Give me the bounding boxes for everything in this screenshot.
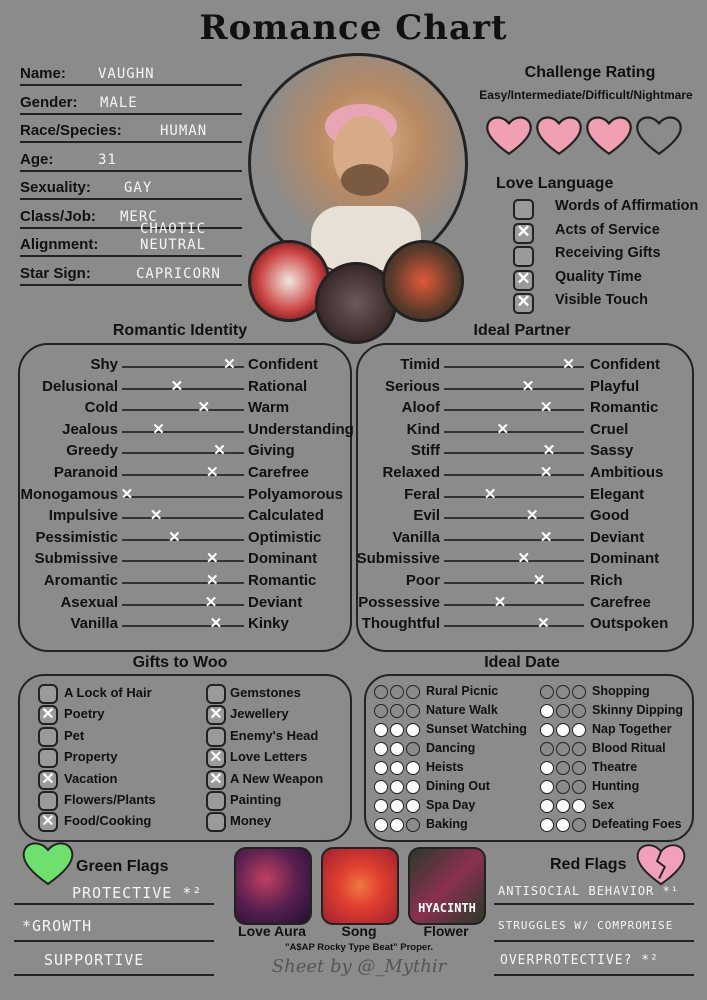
love-language-label: Words of Affirmation bbox=[555, 198, 699, 214]
date-rating-dot[interactable] bbox=[390, 742, 404, 756]
check-mark: ✕ bbox=[516, 292, 531, 311]
date-rating-dot[interactable] bbox=[556, 685, 570, 699]
slider-left-label: Timid bbox=[400, 356, 440, 373]
date-rating-dot[interactable] bbox=[374, 799, 388, 813]
gift-label: Flowers/Plants bbox=[64, 792, 156, 807]
beard bbox=[341, 164, 389, 196]
gift-checkbox[interactable] bbox=[38, 705, 58, 725]
slider-track[interactable] bbox=[122, 517, 244, 519]
date-rating-dot[interactable] bbox=[540, 780, 554, 794]
slider-right-label: Good bbox=[590, 507, 630, 525]
slider-mark[interactable]: ✕ bbox=[542, 442, 556, 460]
date-label: Sex bbox=[592, 798, 615, 812]
red-flag-line-2 bbox=[494, 940, 694, 942]
slider-right-label: Warm bbox=[248, 399, 290, 417]
slider-right-label: Deviant bbox=[590, 528, 645, 546]
slider-right-label: Carefree bbox=[590, 593, 651, 611]
love-language-checkbox[interactable] bbox=[513, 223, 534, 244]
song-label: Song bbox=[341, 923, 377, 939]
date-rating-dot[interactable] bbox=[572, 818, 586, 832]
slider-right-label: Polyamorous bbox=[248, 485, 344, 503]
slider-left-label: Thoughtful bbox=[361, 615, 440, 633]
date-rating-dot[interactable] bbox=[390, 685, 404, 699]
gift-label: Property bbox=[64, 749, 118, 765]
check-mark: ✕ bbox=[41, 813, 55, 831]
slider-right-label: Romantic bbox=[590, 399, 659, 417]
slider-right-label: Dominant bbox=[590, 550, 660, 568]
info-label: Star Sign: bbox=[20, 264, 91, 282]
slider-right-label: Understanding bbox=[248, 420, 354, 438]
date-rating-dot[interactable] bbox=[572, 704, 586, 718]
slider-mark[interactable]: ✕ bbox=[537, 615, 550, 633]
slider-mark[interactable]: ✕ bbox=[149, 507, 163, 525]
date-rating-dot[interactable] bbox=[540, 818, 554, 832]
slider-right-label: Elegant bbox=[590, 485, 645, 503]
info-value[interactable]: MALE bbox=[100, 94, 138, 111]
slider-left-label: Possessive bbox=[358, 593, 440, 611]
green-flag-1: PROTECTIVE *² bbox=[72, 884, 203, 902]
gifts-title: Gifts to Woo bbox=[132, 654, 228, 671]
date-rating-dot[interactable] bbox=[390, 704, 404, 718]
check-mark: ✕ bbox=[516, 268, 531, 288]
love-language-title: Love Language bbox=[496, 175, 614, 192]
slider-mark[interactable]: ✕ bbox=[517, 550, 531, 568]
date-rating-dot[interactable] bbox=[540, 742, 554, 756]
challenge-heart-icon bbox=[534, 112, 584, 158]
date-rating-dot[interactable] bbox=[406, 799, 420, 813]
date-rating-dot[interactable] bbox=[390, 723, 404, 737]
slider-right-label: Confident bbox=[590, 356, 660, 373]
date-rating-dot[interactable] bbox=[540, 799, 554, 813]
date-rating-dot[interactable] bbox=[556, 780, 570, 794]
slider-left-label: Relaxed bbox=[382, 464, 440, 481]
slider-left-label: Impulsive bbox=[48, 507, 118, 525]
ideal-date-title: Ideal Date bbox=[484, 654, 560, 671]
slider-mark[interactable]: ✕ bbox=[532, 572, 546, 589]
date-label: Nap Together bbox=[592, 722, 672, 736]
gift-label: Pet bbox=[64, 727, 85, 743]
info-row bbox=[20, 89, 242, 115]
date-label: Defeating Foes bbox=[592, 817, 682, 831]
slider-mark[interactable]: ✕ bbox=[213, 442, 226, 460]
slider-left-label: Submissive bbox=[356, 550, 440, 568]
date-label: Blood Ritual bbox=[592, 741, 666, 755]
date-rating-dot[interactable] bbox=[406, 685, 420, 699]
date-rating-dot[interactable] bbox=[540, 761, 554, 775]
slider-mark[interactable]: ✕ bbox=[539, 399, 553, 417]
slider-left-label: Submissive bbox=[34, 550, 118, 568]
slider-right-label: Ambitious bbox=[590, 464, 664, 481]
slider-left-label: Vanilla bbox=[392, 528, 440, 546]
date-rating-dot[interactable] bbox=[406, 780, 420, 794]
date-rating-dot[interactable] bbox=[406, 704, 420, 718]
date-rating-dot[interactable] bbox=[406, 818, 420, 832]
slider-track[interactable] bbox=[444, 388, 584, 390]
red-flag-line-3 bbox=[494, 974, 694, 976]
slider-track[interactable] bbox=[122, 474, 244, 476]
date-rating-dot[interactable] bbox=[374, 818, 388, 832]
date-label: Baking bbox=[426, 817, 468, 831]
info-label: Gender: bbox=[20, 93, 78, 111]
gift-checkbox[interactable] bbox=[38, 770, 58, 790]
info-row bbox=[20, 174, 242, 200]
gift-checkbox[interactable] bbox=[38, 748, 58, 768]
love-language-checkbox[interactable] bbox=[513, 293, 534, 314]
slider-left-label: Monogamous bbox=[20, 485, 118, 503]
red-flag-3: OVERPROTECTIVE? *² bbox=[500, 953, 659, 968]
green-heart-icon bbox=[20, 838, 76, 888]
date-rating-dot[interactable] bbox=[556, 704, 570, 718]
gift-checkbox[interactable] bbox=[206, 748, 226, 768]
date-rating-dot[interactable] bbox=[374, 704, 388, 718]
slider-left-label: Stiff bbox=[410, 442, 440, 460]
info-label: Race/Species: bbox=[20, 122, 122, 139]
slider-mark[interactable]: ✕ bbox=[168, 528, 181, 546]
info-label: Sexuality: bbox=[20, 179, 91, 196]
gift-label: A Lock of Hair bbox=[64, 685, 152, 700]
song-caption: "A$AP Rocky Type Beat" Proper. bbox=[284, 942, 434, 953]
green-flag-line-2 bbox=[14, 940, 214, 942]
gift-checkbox[interactable] bbox=[206, 770, 226, 790]
slider-left-label: Evil bbox=[413, 507, 440, 525]
date-rating-dot[interactable] bbox=[556, 723, 570, 737]
date-rating-dot[interactable] bbox=[572, 685, 586, 699]
date-rating-dot[interactable] bbox=[406, 742, 420, 756]
date-label: Skinny Dipping bbox=[592, 703, 683, 717]
challenge-rating-scale: Easy/Intermediate/Difficult/Nightmare bbox=[479, 88, 693, 102]
slider-left-label: Paranoid bbox=[53, 464, 118, 481]
love-language-checkbox[interactable] bbox=[513, 270, 534, 291]
check-mark: ✕ bbox=[41, 770, 55, 788]
slider-mark[interactable]: ✕ bbox=[152, 420, 165, 438]
info-label: Age: bbox=[20, 150, 54, 168]
gift-checkbox[interactable] bbox=[206, 727, 226, 747]
portrait-drawing bbox=[251, 56, 465, 270]
gift-checkbox[interactable] bbox=[38, 727, 58, 747]
slider-right-label: Rational bbox=[248, 377, 308, 395]
slider-left-label: Aloof bbox=[401, 399, 440, 417]
date-rating-dot[interactable] bbox=[374, 723, 388, 737]
check-mark: ✕ bbox=[41, 706, 55, 724]
slider-mark[interactable]: ✕ bbox=[197, 399, 211, 417]
slider-mark[interactable]: ✕ bbox=[205, 464, 219, 481]
date-rating-dot[interactable] bbox=[390, 780, 404, 794]
slider-right-label: Confident bbox=[248, 356, 318, 373]
love-language-checkbox[interactable] bbox=[513, 246, 534, 267]
romantic-identity-title: Romantic Identity bbox=[112, 322, 248, 339]
info-value[interactable]: 31 bbox=[98, 151, 117, 168]
red-flag-1: ANTISOCIAL BEHAVIOR *¹ bbox=[498, 884, 679, 898]
date-label: Shopping bbox=[592, 684, 650, 698]
gift-label: A New Weapon bbox=[230, 770, 324, 786]
slider-left-label: Greedy bbox=[66, 442, 118, 460]
challenge-heart-icon bbox=[484, 112, 534, 158]
flower-name: HYACINTH bbox=[418, 901, 476, 915]
gift-label: Enemy's Head bbox=[230, 727, 319, 743]
slider-track[interactable] bbox=[122, 539, 244, 541]
love-aura-image bbox=[234, 847, 312, 925]
song-image bbox=[321, 847, 399, 925]
slider-right-label: Kinky bbox=[248, 615, 289, 633]
slider-mark[interactable]: ✕ bbox=[521, 377, 535, 395]
slider-left-label: Poor bbox=[405, 572, 440, 589]
slider-track[interactable] bbox=[444, 604, 584, 606]
date-label: Nature Walk bbox=[426, 703, 498, 717]
slider-right-label: Sassy bbox=[590, 442, 634, 460]
slider-right-label: Playful bbox=[590, 377, 640, 395]
gift-label: Painting bbox=[230, 792, 282, 807]
red-flag-2: STRUGGLES W/ COMPROMISE bbox=[498, 919, 674, 932]
slider-track[interactable] bbox=[444, 474, 584, 476]
aesthetic-image-food bbox=[382, 240, 464, 322]
slider-right-label: Outspoken bbox=[590, 615, 669, 633]
date-label: Heists bbox=[426, 760, 464, 774]
slider-track[interactable] bbox=[444, 431, 584, 433]
info-value[interactable]: HUMAN bbox=[160, 123, 208, 139]
date-rating-dot[interactable] bbox=[556, 761, 570, 775]
love-language-label: Receiving Gifts bbox=[555, 245, 661, 261]
slider-right-label: Optimistic bbox=[248, 528, 322, 546]
slider-track[interactable] bbox=[444, 539, 584, 541]
date-rating-dot[interactable] bbox=[556, 799, 570, 813]
slider-right-label: Romantic bbox=[248, 572, 317, 589]
slider-track[interactable] bbox=[444, 452, 584, 454]
red-flag-line-1 bbox=[494, 903, 694, 905]
check-mark: ✕ bbox=[209, 770, 223, 788]
date-rating-dot[interactable] bbox=[572, 799, 586, 813]
gift-label: Vacation bbox=[64, 770, 118, 786]
challenge-heart-icon bbox=[584, 112, 634, 158]
gift-label: Gemstones bbox=[230, 685, 301, 700]
green-flags-title: Green Flags bbox=[76, 858, 169, 875]
slider-track[interactable] bbox=[122, 582, 244, 584]
slider-track[interactable] bbox=[444, 409, 584, 411]
green-flag-line-3 bbox=[14, 974, 214, 976]
info-label: Class/Job: bbox=[20, 207, 96, 225]
slider-mark[interactable]: ✕ bbox=[205, 572, 219, 589]
info-row bbox=[20, 117, 242, 143]
gift-checkbox[interactable] bbox=[38, 791, 58, 811]
love-language-label: Quality Time bbox=[555, 268, 642, 285]
slider-left-label: Delusional bbox=[42, 377, 118, 395]
love-language-label: Visible Touch bbox=[555, 292, 648, 308]
info-row bbox=[20, 260, 242, 286]
gift-checkbox[interactable] bbox=[206, 684, 226, 704]
gift-checkbox[interactable] bbox=[38, 684, 58, 704]
green-flag-2: *GROWTH bbox=[22, 917, 93, 935]
gift-label: Food/Cooking bbox=[64, 813, 152, 829]
red-flags-title: Red Flags bbox=[550, 856, 627, 873]
slider-left-label: Serious bbox=[384, 377, 440, 395]
date-label: Dancing bbox=[426, 741, 476, 755]
green-flag-line-1 bbox=[14, 903, 214, 905]
slider-mark[interactable]: ✕ bbox=[209, 615, 223, 633]
date-rating-dot[interactable] bbox=[390, 761, 404, 775]
challenge-heart-icon bbox=[634, 112, 684, 158]
date-rating-dot[interactable] bbox=[572, 761, 586, 775]
slider-mark[interactable]: ✕ bbox=[562, 356, 575, 373]
slider-mark[interactable]: ✕ bbox=[483, 485, 497, 503]
date-label: Sunset Watching bbox=[426, 722, 527, 736]
gift-checkbox[interactable] bbox=[38, 812, 58, 832]
slider-track[interactable] bbox=[444, 560, 584, 562]
slider-track[interactable] bbox=[122, 409, 244, 411]
slider-mark[interactable]: ✕ bbox=[223, 356, 236, 373]
slider-mark[interactable]: ✕ bbox=[496, 420, 510, 438]
gift-checkbox[interactable] bbox=[206, 812, 226, 832]
date-rating-dot[interactable] bbox=[572, 742, 586, 756]
challenge-rating-title: Challenge Rating bbox=[524, 64, 656, 81]
date-rating-dot[interactable] bbox=[406, 761, 420, 775]
gift-checkbox[interactable] bbox=[206, 705, 226, 725]
slider-left-label: Aromantic bbox=[43, 572, 118, 589]
gift-label: Jewellery bbox=[230, 706, 289, 722]
info-value[interactable]: CAPRICORN bbox=[136, 265, 221, 282]
gift-checkbox[interactable] bbox=[206, 791, 226, 811]
slider-track[interactable] bbox=[122, 431, 244, 433]
slider-right-label: Rich bbox=[590, 572, 623, 589]
slider-track[interactable] bbox=[444, 517, 584, 519]
date-rating-dot[interactable] bbox=[390, 799, 404, 813]
slider-right-label: Deviant bbox=[248, 593, 303, 611]
date-rating-dot[interactable] bbox=[374, 685, 388, 699]
slider-mark[interactable]: ✕ bbox=[493, 593, 507, 611]
love-language-checkbox[interactable] bbox=[513, 199, 534, 220]
love-language-label: Acts of Service bbox=[555, 221, 660, 238]
slider-track[interactable] bbox=[444, 582, 584, 584]
slider-left-label: Pessimistic bbox=[35, 528, 118, 546]
broken-heart-icon bbox=[634, 840, 688, 888]
check-mark: ✕ bbox=[209, 706, 223, 724]
info-value[interactable]: VAUGHN bbox=[98, 66, 155, 82]
date-rating-dot[interactable] bbox=[572, 780, 586, 794]
info-row bbox=[20, 146, 242, 172]
info-label: Alignment: bbox=[20, 236, 99, 253]
ideal-partner-title: Ideal Partner bbox=[473, 322, 571, 339]
page-title: Romance Chart bbox=[199, 8, 508, 48]
info-row bbox=[20, 221, 242, 257]
date-rating-dot[interactable] bbox=[556, 818, 570, 832]
info-value[interactable]: CHAOTIC NEUTRAL bbox=[140, 221, 207, 253]
info-label: Name: bbox=[20, 65, 66, 82]
slider-left-label: Shy bbox=[90, 356, 118, 373]
slider-track[interactable] bbox=[122, 625, 244, 627]
date-rating-dot[interactable] bbox=[374, 742, 388, 756]
slider-right-label: Cruel bbox=[590, 420, 629, 438]
date-rating-dot[interactable] bbox=[374, 761, 388, 775]
gift-label: Money bbox=[230, 813, 272, 829]
slider-left-label: Jealous bbox=[62, 420, 118, 438]
date-rating-dot[interactable] bbox=[540, 723, 554, 737]
date-label: Spa Day bbox=[426, 798, 476, 812]
slider-left-label: Vanilla bbox=[70, 615, 118, 633]
date-rating-dot[interactable] bbox=[572, 723, 586, 737]
slider-left-label: Asexual bbox=[60, 593, 118, 611]
slider-mark[interactable]: ✕ bbox=[539, 528, 553, 546]
info-value[interactable]: MERC bbox=[120, 208, 158, 225]
date-label: Rural Picnic bbox=[426, 684, 499, 698]
date-rating-dot[interactable] bbox=[406, 723, 420, 737]
slider-mark[interactable]: ✕ bbox=[170, 377, 184, 395]
date-rating-dot[interactable] bbox=[556, 742, 570, 756]
date-rating-dot[interactable] bbox=[374, 780, 388, 794]
slider-left-label: Feral bbox=[404, 485, 440, 503]
love-aura-label: Love Aura bbox=[238, 923, 306, 939]
slider-right-label: Carefree bbox=[248, 464, 309, 481]
slider-track[interactable] bbox=[444, 625, 584, 627]
slider-left-label: Kind bbox=[406, 420, 440, 438]
green-flag-3: SUPPORTIVE bbox=[44, 951, 145, 969]
check-mark: ✕ bbox=[209, 749, 223, 767]
slider-track[interactable] bbox=[122, 496, 244, 498]
slider-left-label: Cold bbox=[84, 399, 118, 417]
gift-label: Love Letters bbox=[230, 749, 308, 765]
slider-right-label: Giving bbox=[248, 442, 295, 460]
info-row bbox=[20, 60, 242, 86]
date-label: Dining Out bbox=[426, 779, 490, 793]
slider-mark[interactable]: ✕ bbox=[205, 550, 219, 568]
date-rating-dot[interactable] bbox=[540, 685, 554, 699]
date-label: Hunting bbox=[592, 779, 640, 793]
slider-right-label: Calculated bbox=[248, 507, 324, 525]
slider-right-label: Dominant bbox=[248, 550, 318, 568]
slider-track[interactable] bbox=[122, 604, 244, 606]
slider-mark[interactable]: ✕ bbox=[539, 464, 553, 481]
slider-mark[interactable]: ✕ bbox=[120, 485, 134, 503]
check-mark: ✕ bbox=[516, 221, 531, 241]
date-rating-dot[interactable] bbox=[390, 818, 404, 832]
slider-track[interactable] bbox=[122, 560, 244, 562]
gift-label: Poetry bbox=[64, 706, 105, 722]
flower-label: Flower bbox=[423, 923, 469, 939]
slider-mark[interactable]: ✕ bbox=[525, 507, 539, 525]
credit: Sheet by @_Mythir bbox=[271, 956, 447, 977]
date-rating-dot[interactable] bbox=[540, 704, 554, 718]
info-value[interactable]: GAY bbox=[124, 180, 153, 196]
slider-track[interactable] bbox=[444, 496, 584, 498]
date-label: Theatre bbox=[592, 760, 638, 774]
flower-image bbox=[408, 847, 486, 925]
slider-mark[interactable]: ✕ bbox=[204, 593, 218, 611]
